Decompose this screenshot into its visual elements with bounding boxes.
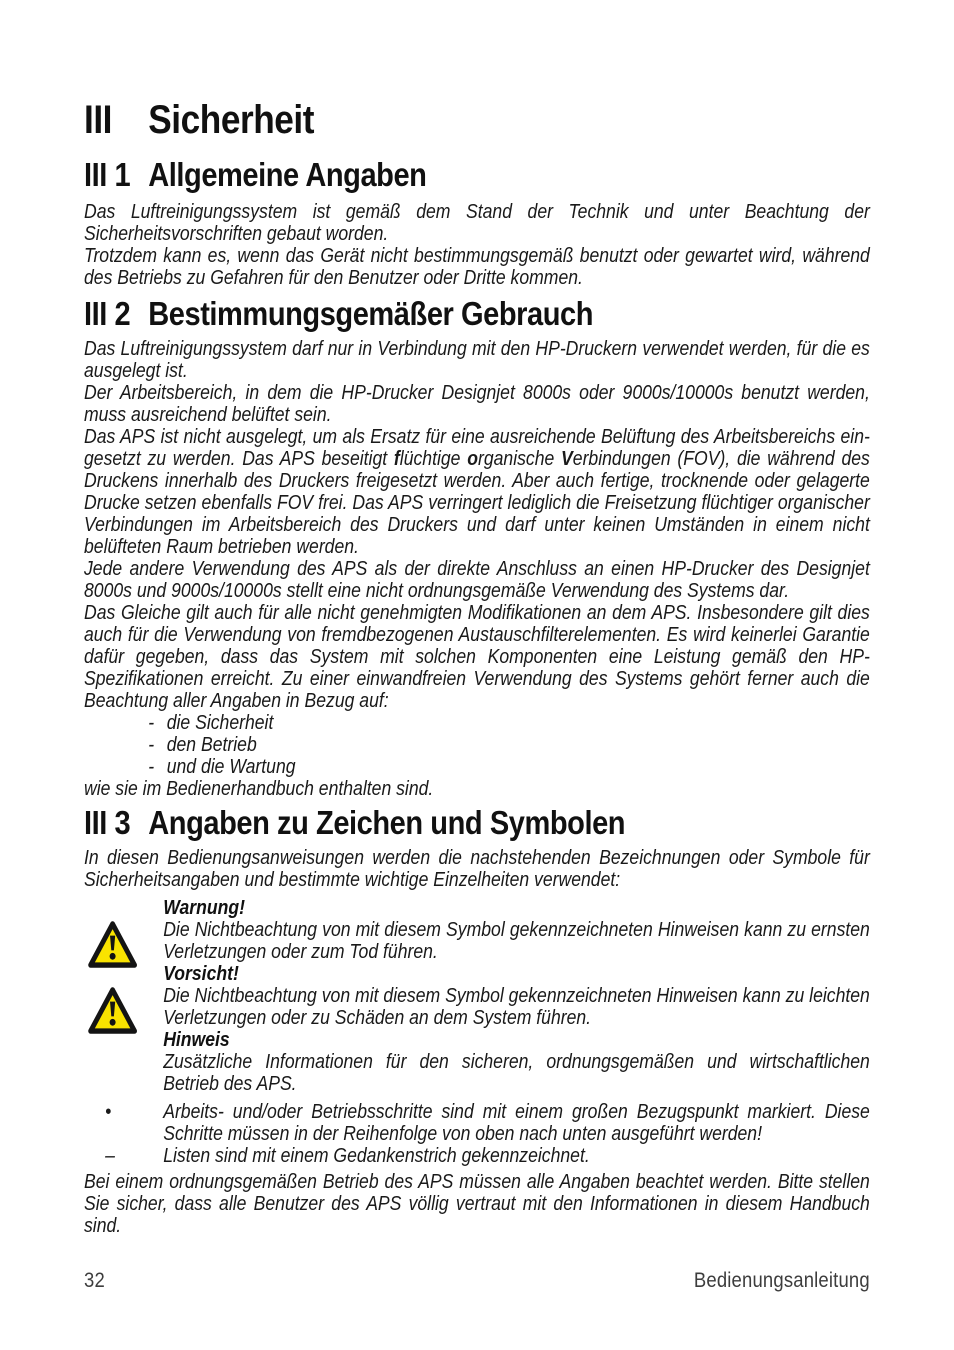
list-item <box>84 756 870 778</box>
notice-label: Warnung! <box>163 897 245 919</box>
paragraph: wie sie im Bedienerhandbuch enthalten sind. <box>84 778 434 800</box>
section3-body <box>84 847 870 1237</box>
section-number: III 1 <box>84 156 131 193</box>
paragraph: Das Luftreinigungssystem ist gemäß dem Stand der Technik und unter Beachtung der Sicherheitsvorschriften gebaut worden. <box>84 201 870 245</box>
bullet-marker: • <box>105 1101 112 1123</box>
paragraph: Trotzdem kann es, wenn das Gerät nicht bestimmungsgemäß benutzt oder gewartet wird, während des Betriebs zu Gefahren für den Benutzer oder Dritte kommen. <box>84 245 870 289</box>
dash-marker: - <box>148 756 155 778</box>
section-heading-bestimmungsgemaesser-gebrauch <box>84 295 870 333</box>
paragraph: Der Arbeitsbereich, in dem die HP-Drucker Designjet 8000s oder 9000s/10000s benutzt werden, muss ausreichend belüftet sein. <box>84 382 870 426</box>
section-heading-allgemeine-angaben <box>84 156 870 194</box>
paragraph: Jede andere Verwendung des APS als der direkte Anschluss an einen HP-Drucker des Designjet 8000s und 9000s/10000s stellt eine nicht ordnungsgemäße Verwendung des Systems dar. <box>84 558 870 602</box>
section2-body <box>84 338 870 800</box>
notice-text: Die Nichtbeachtung von mit diesem Symbol gekennzeichneten Hinweisen kann zu ernsten Verletzungen oder zum Tod führen. <box>163 919 870 963</box>
section-heading-angaben-zu-zeichen-und-symbolen <box>84 804 870 842</box>
paragraph: Das Gleiche gilt auch für alle nicht genehmigten Modifikationen an dem APS. Insbesondere gilt dies auch für die Verwendung von fremdbezogenen Austauschfilterelementen. Es wird keinerlei Garantie dafür gegeben, dass das System mit solchen Komponenten eine Leistung gemäß den HP-Spezifikationen erreicht. Zu einer einwandfreien Verwendung des Systems gehört ferner auch die Beachtung aller Angaben in Bezug auf: <box>84 602 870 712</box>
text-run: rganische <box>477 448 562 470</box>
chapter-number: III <box>84 98 113 142</box>
text-run: Das APS ist nicht ausgelegt, um als Ersatz für eine ausreichende Belüftung des Arbeitsbereichs ein-gesetzt zu werden. Das APS beseitigt <box>84 426 870 470</box>
list-item <box>84 1101 870 1145</box>
section-number: III 3 <box>84 804 131 841</box>
dash-list <box>84 712 870 778</box>
warning-notice <box>84 897 870 963</box>
section1-body <box>84 201 870 289</box>
paragraph: Das Luftreinigungssystem darf nur in Verbindung mit den HP-Druckern verwendet werden, für die es ausgelegt ist. <box>84 338 870 382</box>
notice-label: Vorsicht! <box>163 963 239 985</box>
notice-text: Zusätzliche Informationen für den sicheren, ordnungsgemäßen und wirtschaftlichen Betrieb des APS. <box>163 1051 870 1095</box>
text-run: erbindungen (FOV), die während des Druckens innerhalb des Druckers freigesetzt werden. Aber auch fertige, trocknende oder gelagerte Drucke setzen ebenfalls FOV frei. Das APS verringert lediglich die Freisetzung flüchtiger organischer Verbindungen im Arbeitsbereich des Druckers und darf unter keinen Umständen in einem nicht belüfteten Raum betrieben werden. <box>84 448 870 558</box>
caution-notice <box>84 963 870 1029</box>
section-heading-label: Bestimmungsgemäßer Gebrauch <box>148 295 594 332</box>
paragraph <box>84 426 870 558</box>
footer-document-title: Bedienungsanleitung <box>693 1269 870 1292</box>
list-item <box>84 734 870 756</box>
paragraph: In diesen Bedienungsanweisungen werden die nachstehenden Bezeichnungen oder Symbole für Sicherheitsangaben und bestimmte wichtige Einzelheiten verwendet: <box>84 847 870 891</box>
list-item-text: den Betrieb <box>166 734 257 756</box>
bullet-list <box>84 1101 870 1167</box>
chapter-title-label: Sicherheit <box>148 98 315 142</box>
chapter-title <box>84 98 870 142</box>
list-item <box>84 712 870 734</box>
warning-triangle-icon <box>88 986 138 1035</box>
bold-letter: o <box>467 448 478 470</box>
list-item-text: die Sicherheit <box>166 712 274 734</box>
content-column <box>84 0 870 1350</box>
notice-label: Hinweis <box>163 1029 230 1051</box>
notice-text: Die Nichtbeachtung von mit diesem Symbol gekennzeichneten Hinweisen kann zu leichten Verletzungen oder zu Schäden an dem System führen. <box>163 985 870 1029</box>
list-item-text: und die Wartung <box>166 756 296 778</box>
bold-letter: V <box>561 448 573 470</box>
list-item-text: Listen sind mit einem Gedankenstrich gekennzeichnet. <box>163 1145 590 1167</box>
list-item <box>84 1145 870 1167</box>
page-number: 32 <box>84 1269 105 1292</box>
dash-marker: - <box>148 734 155 756</box>
text-run: lüchtige <box>399 448 468 470</box>
bold-letter: f <box>393 448 400 470</box>
hint-notice <box>84 1029 870 1095</box>
dash-marker: – <box>105 1145 115 1167</box>
section-number: III 2 <box>84 295 131 332</box>
section-heading-label: Angaben zu Zeichen und Symbolen <box>148 804 626 841</box>
dash-marker: - <box>148 712 155 734</box>
section-heading-label: Allgemeine Angaben <box>148 156 427 193</box>
safety-notices <box>84 897 870 1095</box>
closing-paragraph: Bei einem ordnungsgemäßen Betrieb des APS müssen alle Angaben beachtet werden. Bitte stellen Sie sicher, dass alle Benutzer des APS völlig vertraut mit den Informationen in diesem Handbuch sind. <box>84 1171 870 1237</box>
warning-triangle-icon <box>88 920 138 969</box>
list-item-text: Arbeits- und/oder Betriebsschritte sind mit einem großen Bezugspunkt markiert. Diese Schritte müssen in der Reihenfolge von oben nach unten ausgeführt werden! <box>163 1101 870 1145</box>
page-footer <box>84 1269 870 1293</box>
